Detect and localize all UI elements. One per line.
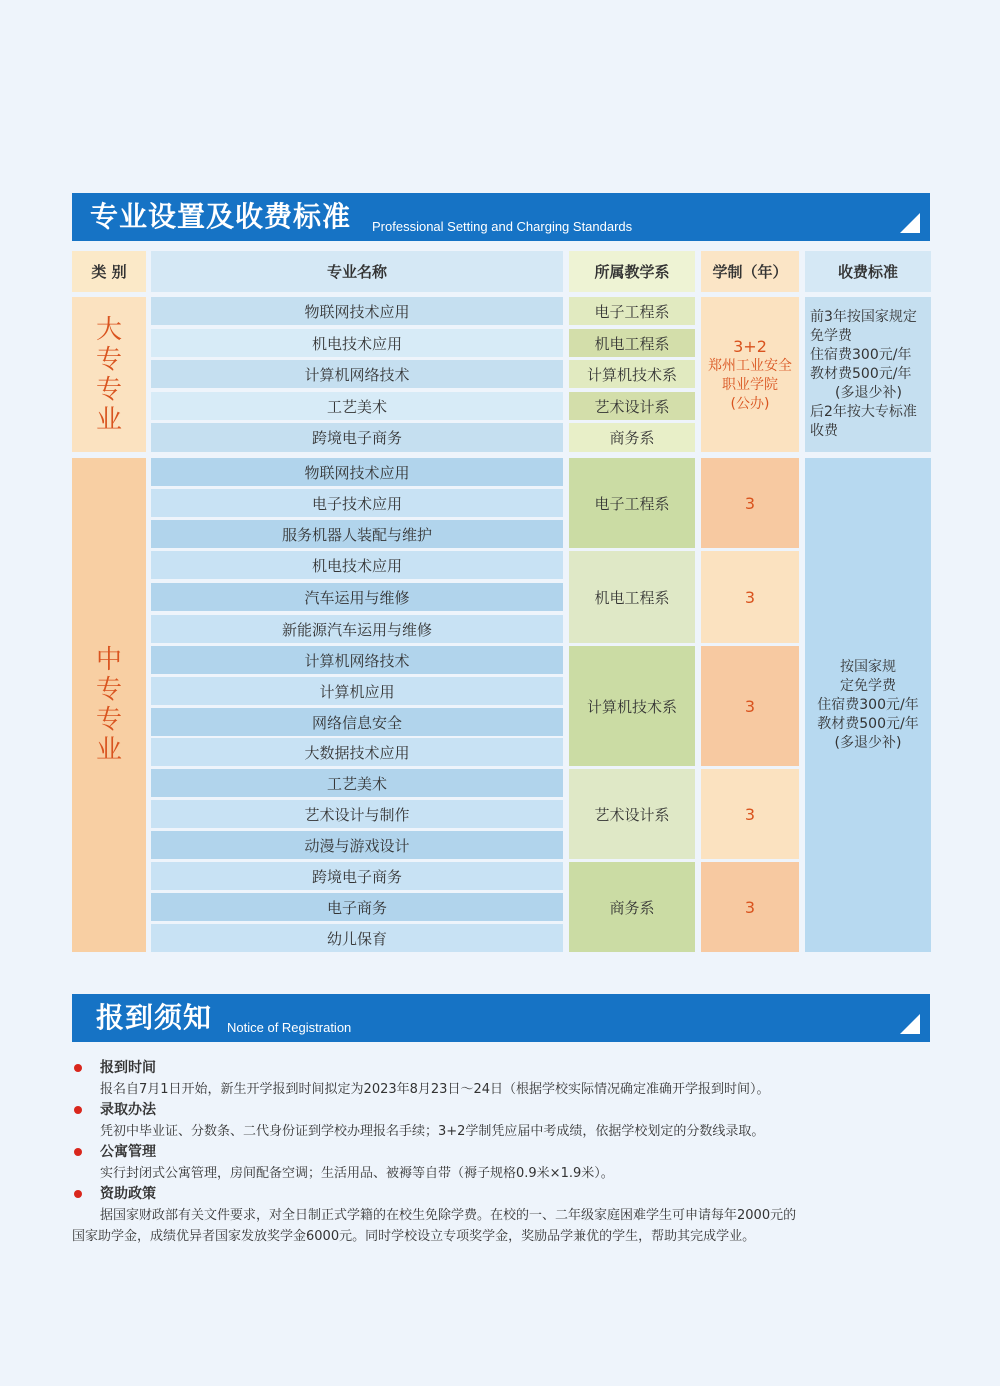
notice-heading: 资助政策 [72, 1184, 930, 1205]
corner-triangle-icon [900, 1014, 920, 1034]
dept-cell: 计算机技术系 [569, 360, 695, 388]
section-subtitle: Professional Setting and Charging Standards [372, 219, 633, 234]
table-row: 物联网技术应用 [151, 458, 563, 486]
fee-secondary [805, 458, 931, 952]
header-years: 学制（年） [701, 251, 799, 292]
table-row: 物联网技术应用 [151, 297, 563, 325]
category-college [72, 297, 146, 452]
header-fee: 收费标准 [805, 251, 931, 292]
table-row: 计算机网络技术 [151, 646, 563, 674]
years-cell: 3 [701, 458, 799, 548]
fee-text: 免学费 [810, 328, 852, 344]
years-college [701, 297, 799, 452]
fee-text: (多退少补) [835, 385, 902, 401]
section-banner-majors [72, 193, 930, 241]
category-label: 中专专业 [95, 645, 122, 765]
table-row: 电子技术应用 [151, 489, 563, 517]
table-row: 计算机应用 [151, 677, 563, 705]
fee-text: 住宿费300元/年 [810, 347, 912, 363]
bullet-icon [74, 1106, 82, 1114]
notice-body: 据国家财政部有关文件要求，对全日制正式学籍的在校生免除学费。在校的一、二年级家庭困难学生可申请每年2000元的 [100, 1208, 797, 1223]
years-text: 职业学院 [722, 376, 778, 393]
corner-triangle-icon [900, 213, 920, 233]
section-title: 专业设置及收费标准 [90, 200, 352, 233]
section-banner-registration [72, 994, 930, 1042]
years-cell: 3 [701, 646, 799, 766]
years-cell: 3 [701, 769, 799, 859]
header-dept: 所属教学系 [569, 251, 695, 292]
fee-text: 住宿费300元/年 [817, 696, 919, 713]
dept-cell: 电子工程系 [569, 297, 695, 325]
header-category: 类 别 [72, 251, 146, 292]
fee-text: 收费 [810, 423, 838, 439]
bullet-icon [74, 1148, 82, 1156]
table-row: 服务机器人装配与维护 [151, 520, 563, 548]
dept-cell: 机电工程系 [569, 329, 695, 357]
category-label: 大专专业 [95, 314, 122, 435]
table-row: 跨境电子商务 [151, 423, 563, 452]
fee-text: 定免学费 [840, 677, 896, 694]
years-text: 3+2 [733, 336, 767, 356]
section-subtitle: Notice of Registration [227, 1020, 352, 1035]
section-title: 报到须知 [96, 1001, 213, 1034]
fee-text: (多退少补) [834, 734, 902, 751]
fee-college [805, 297, 931, 452]
table-row: 动漫与游戏设计 [151, 831, 563, 859]
bullet-icon [74, 1064, 82, 1072]
table-row: 电子商务 [151, 893, 563, 921]
fee-text: 前3年按国家规定 [810, 309, 917, 325]
notice-heading: 公寓管理 [72, 1142, 930, 1163]
dept-cell: 艺术设计系 [569, 769, 695, 859]
fee-text: 教材费500元/年 [817, 715, 919, 732]
category-secondary [72, 458, 146, 952]
registration-notices [72, 1058, 930, 1247]
table-row: 新能源汽车运用与维修 [151, 615, 563, 643]
years-text: 郑州工业安全 [708, 357, 792, 374]
table-row: 跨境电子商务 [151, 862, 563, 890]
fee-text: 按国家规 [840, 658, 896, 675]
fee-text: 教材费500元/年 [810, 366, 912, 382]
notice-body: 凭初中毕业证、分数条、二代身份证到学校办理报名手续；3+2学制凭应届中考成绩，依据学校划定的分数线录取。 [100, 1124, 765, 1139]
dept-cell: 艺术设计系 [569, 392, 695, 420]
table-row: 计算机网络技术 [151, 360, 563, 388]
table-row: 大数据技术应用 [151, 738, 563, 766]
fee-text: 后2年按大专标准 [810, 404, 917, 420]
dept-cell: 机电工程系 [569, 551, 695, 643]
dept-cell: 计算机技术系 [569, 646, 695, 766]
dept-cell: 商务系 [569, 862, 695, 952]
years-cell: 3 [701, 862, 799, 952]
notice-body: 国家助学金，成绩优异者国家发放奖学金6000元。同时学校设立专项奖学金，奖励品学兼优的学生，帮助其完成学业。 [72, 1229, 756, 1244]
header-major: 专业名称 [151, 251, 563, 292]
table-row: 机电技术应用 [151, 329, 563, 357]
table-row: 艺术设计与制作 [151, 800, 563, 828]
notice-heading: 报到时间 [72, 1058, 930, 1079]
dept-cell: 商务系 [569, 423, 695, 452]
table-row: 幼儿保育 [151, 924, 563, 952]
dept-cell: 电子工程系 [569, 458, 695, 548]
notice-body: 实行封闭式公寓管理，房间配备空调；生活用品、被褥等自带（褥子规格0.9米×1.9米）。 [100, 1166, 614, 1181]
years-text: (公办) [730, 395, 770, 412]
table-row: 网络信息安全 [151, 708, 563, 736]
table-row: 工艺美术 [151, 392, 563, 420]
table-row: 工艺美术 [151, 769, 563, 797]
years-cell: 3 [701, 551, 799, 643]
bullet-icon [74, 1190, 82, 1198]
table-row: 机电技术应用 [151, 551, 563, 579]
notice-body: 报名自7月1日开始，新生开学报到时间拟定为2023年8月23日～24日（根据学校实际情况确定准确开学报到时间）。 [100, 1082, 770, 1097]
notice-heading: 录取办法 [72, 1100, 930, 1121]
table-row: 汽车运用与维修 [151, 583, 563, 611]
